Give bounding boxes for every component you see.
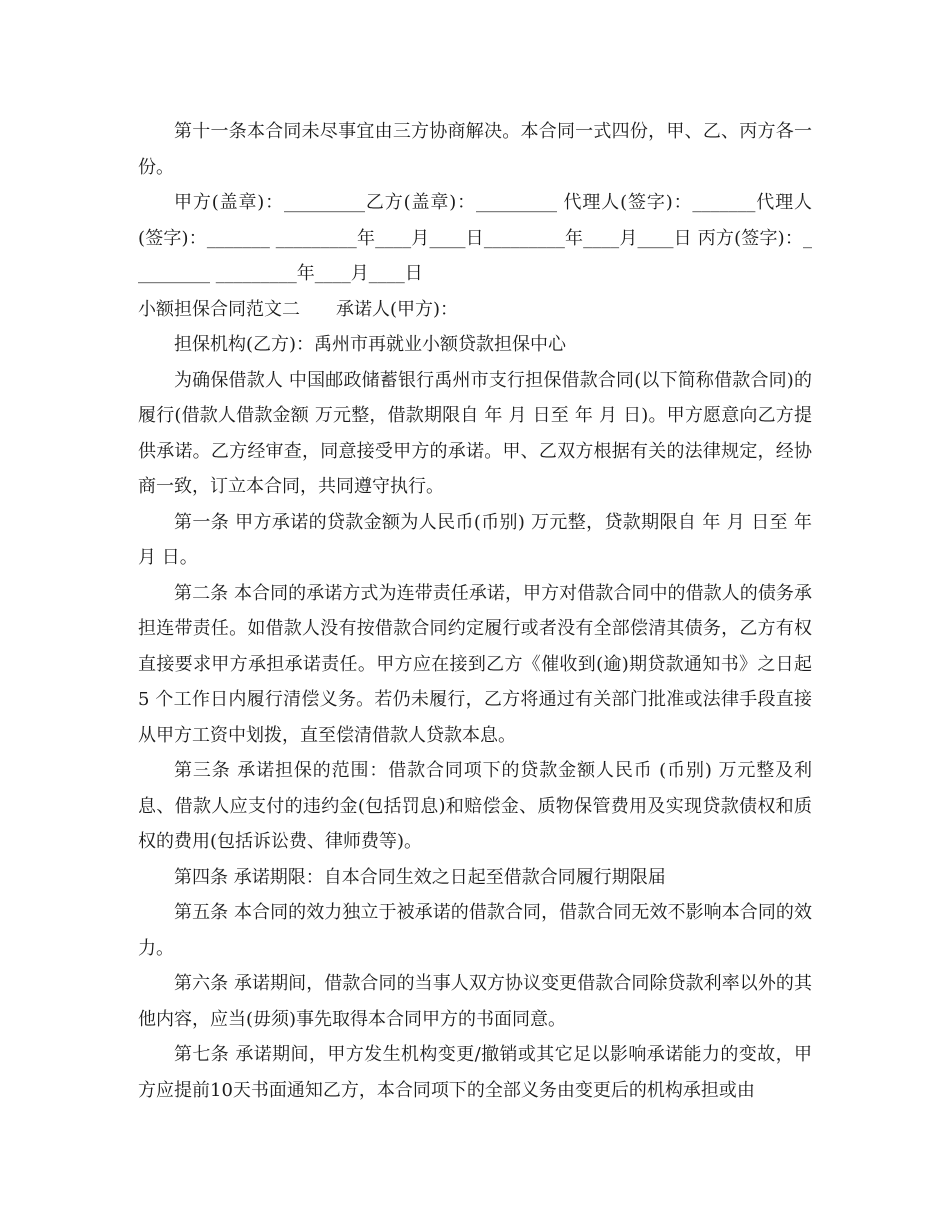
- paragraph-sample-two-heading: 小额担保合同范文二 承诺人(甲方)：: [138, 298, 459, 320]
- paragraph-article-5: 第五条 本合同的效力独立于被承诺的借款合同，借款合同无效不影响本合同的效力。: [138, 902, 812, 959]
- document-body: [138, 114, 812, 1108]
- paragraph-preamble: 为确保借款人 中国邮政储蓄银行禹州市支行担保借款合同(以下简称借款合同)的履行(借款人借款金额 万元整，借款期限自 年 月 日至 年 月 日)。甲方愿意向乙方提供承诺。乙方经审查，同意接受甲方的承诺。甲、乙双方根据有关的法律规定，经协商一致，订立本合同，共同遵守执行。: [138, 369, 812, 497]
- paragraph-article-1: 第一条 甲方承诺的贷款金额为人民币(币别) 万元整，贷款期限自 年 月 日至 年 月 日。: [138, 511, 812, 568]
- paragraph-signatures: 甲方(盖章)：_________乙方(盖章)：_________ 代理人(签字)：_______代理人(签字)：_______ _________年____月____日_________年____月____日 丙方(签字)：_________ _________年____月____日: [138, 192, 812, 284]
- paragraph-article-4: 第四条 承诺期限：自本合同生效之日起至借款合同履行期限届: [174, 866, 666, 888]
- paragraph-guarantee-agency: 担保机构(乙方)：禹州市再就业小额贷款担保中心: [174, 334, 567, 355]
- paragraph-article-3: 第三条 承诺担保的范围：借款合同项下的贷款金额人民币 (币别) 万元整及利息、借款人应支付的违约金(包括罚息)和赔偿金、质物保管费用及实现贷款债权和质权的费用(包括诉讼费、律师费等)。: [138, 760, 812, 852]
- paragraph-article-2: 第二条 本合同的承诺方式为连带责任承诺，甲方对借款合同中的借款人的债务承担连带责任。如借款人没有按借款合同约定履行或者没有全部偿清其债务，乙方有权直接要求甲方承担承诺责任。甲方应在接到乙方《催收到(逾)期贷款通知书》之日起 5 个工作日内履行清偿义务。若仍未履行，乙方将通过有关部门批准或法律手段直接从甲方工资中划拨，直至偿清借款人贷款本息。: [138, 582, 812, 746]
- paragraph-article-7: 第七条 承诺期间，甲方发生机构变更/撤销或其它足以影响承诺能力的变故，甲方应提前10天书面通知乙方，本合同项下的全部义务由变更后的机构承担或由: [138, 1044, 812, 1101]
- paragraph-article-11: 第十一条本合同未尽事宜由三方协商解决。本合同一式四份，甲、乙、丙方各一份。: [138, 121, 812, 178]
- paragraph-article-6: 第六条 承诺期间，借款合同的当事人双方协议变更借款合同除贷款利率以外的其他内容，应当(毋须)事先取得本合同甲方的书面同意。: [138, 973, 812, 1030]
